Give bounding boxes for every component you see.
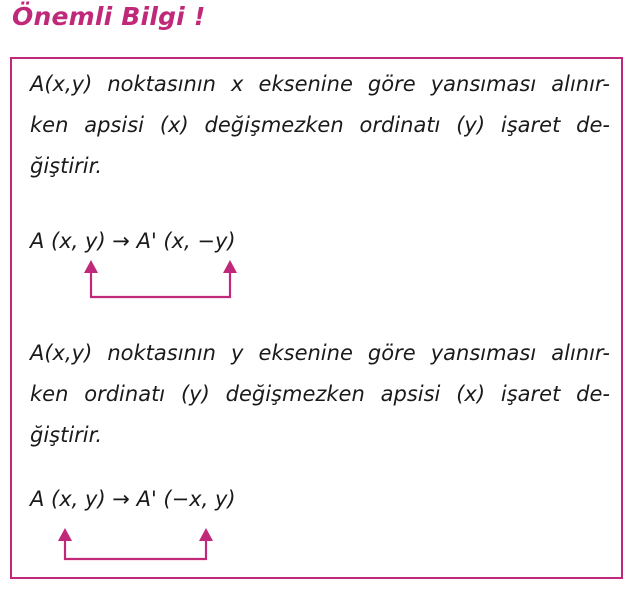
page-title: Önemli Bilgi ! (12, 2, 206, 31)
section-2-line-1: A(x,y) noktasının y eksenine göre yansıması alınır- (30, 341, 610, 365)
section-1-line-3: ğiştirir. (30, 154, 103, 178)
section-2-formula: A (x, y) → A' (−x, y) (30, 487, 236, 511)
section-2-line-3: ğiştirir. (30, 423, 103, 447)
section-1-formula: A (x, y) → A' (x, −y) (30, 229, 236, 253)
section-1-line-1: A(x,y) noktasının x eksenine göre yansıması alınır- (30, 72, 610, 96)
section-1-line-2: ken apsisi (x) değişmezken ordinatı (y) işaret de- (30, 113, 610, 137)
section-2-line-2: ken ordinatı (y) değişmezken apsisi (x) işaret de- (30, 382, 610, 406)
